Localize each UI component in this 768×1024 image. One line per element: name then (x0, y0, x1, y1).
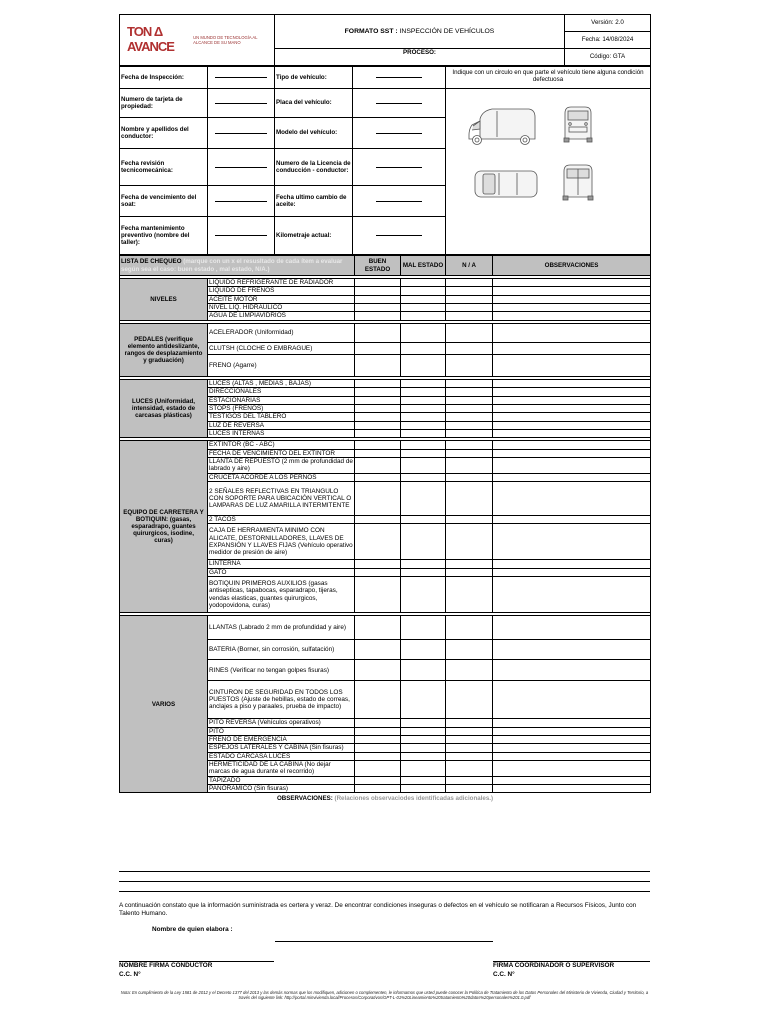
na-cell[interactable] (446, 413, 493, 421)
section-name: PEDALES (verifique elemento antideslizante, rangos de desplazamiento y graduación) (120, 323, 208, 376)
van-rear-view-icon (563, 165, 593, 200)
checklist-item: TAPIZADO (208, 776, 355, 784)
na-cell[interactable] (446, 473, 493, 481)
buen-estado-cell[interactable] (355, 458, 401, 474)
checklist (119, 255, 651, 803)
checklist-item: CRUCETA ACORDE A LOS PERNOS (208, 473, 355, 481)
observaciones-cell[interactable] (493, 379, 651, 387)
checklist-row (120, 616, 651, 640)
observaciones-cell[interactable] (493, 727, 651, 735)
checklist-item: CAJA DE HERRAMIENTA MINIMO CON ALICATE, DESTORNILLADORES, LLAVES DE EXPANSIÓN Y LLAVES FIJAS (Vehículo operativo medidor de presión de aire) (208, 524, 355, 560)
checklist-item: GATO (208, 568, 355, 576)
mal-estado-cell[interactable] (401, 429, 446, 437)
checklist-item: DIRECCIONALES (208, 388, 355, 396)
checklist-item: EXTINTOR (BC - ABC) (208, 441, 355, 449)
na-cell[interactable] (446, 396, 493, 404)
observaciones-cell[interactable] (493, 388, 651, 396)
info-label-left: Fecha revisión tecnicomecánica: (120, 149, 208, 186)
na-cell[interactable] (446, 727, 493, 735)
checklist-item: AGUA DE LIMPIAVIDRIOS (208, 312, 355, 320)
mal-estado-cell[interactable] (401, 524, 446, 560)
info-value-right[interactable] (353, 67, 446, 89)
checklist-item: BATERIA (Borner, sin corrosión, sulfatación) (208, 640, 355, 660)
info-value-left[interactable] (208, 118, 275, 149)
mal-estado-cell[interactable] (401, 776, 446, 784)
info-value-left[interactable] (208, 186, 275, 217)
mal-estado-cell[interactable] (401, 473, 446, 481)
form-header (119, 14, 651, 66)
elaborado-label: Nombre de quien elabora : (152, 926, 233, 933)
mal-estado-cell[interactable] (401, 388, 446, 396)
observaciones-cell[interactable] (493, 354, 651, 376)
observaciones-cell[interactable] (493, 785, 651, 793)
info-label-left: Fecha de vencimiento del soat: (120, 186, 208, 217)
checklist-item: RINES (Verificar no tengan golpes fisuras) (208, 660, 355, 681)
header-date: Fecha: 14/08/2024 (565, 32, 651, 49)
section-name: EQUIPO DE CARRETERA Y BOTIQUIN: (gasas, esparadrapo, guantes quirurgicos, isodine, curas) (120, 441, 208, 613)
observaciones-cell[interactable] (493, 287, 651, 295)
observaciones-cell[interactable] (493, 421, 651, 429)
buen-estado-cell[interactable] (355, 568, 401, 576)
mal-estado-cell[interactable] (401, 312, 446, 320)
info-label-right: Placa del vehículo: (275, 89, 353, 118)
version: Versión: 2.0 (565, 15, 651, 32)
info-value-right[interactable] (353, 186, 446, 217)
buen-estado-cell[interactable] (355, 404, 401, 412)
na-cell[interactable] (446, 441, 493, 449)
col-buen-estado: BUEN ESTADO (355, 256, 401, 276)
observaciones-label: OBSERVACIONES: (276, 794, 333, 802)
mal-estado-cell[interactable] (401, 354, 446, 376)
buen-estado-cell[interactable] (355, 354, 401, 376)
observaciones-cell[interactable] (493, 524, 651, 560)
buen-estado-cell[interactable] (355, 295, 401, 303)
mal-estado-cell[interactable] (401, 482, 446, 516)
obs-line-2[interactable] (119, 881, 650, 882)
info-value-right[interactable] (353, 217, 446, 255)
buen-estado-cell[interactable] (355, 735, 401, 743)
checklist-row (120, 279, 651, 287)
diagram-instruction: Indique con un circulo en que parte el vehículo tiene alguna condición defectuosa (446, 67, 651, 89)
buen-estado-cell[interactable] (355, 429, 401, 437)
info-value-left[interactable] (208, 149, 275, 186)
info-label-left: Numero de tarjeta de propiedad: (120, 89, 208, 118)
buen-estado-cell[interactable] (355, 524, 401, 560)
buen-estado-cell[interactable] (355, 719, 401, 727)
na-cell[interactable] (446, 681, 493, 719)
na-cell[interactable] (446, 429, 493, 437)
buen-estado-cell[interactable] (355, 640, 401, 660)
formato-value: INSPECCIÓN DE VEHÍCULOS (399, 27, 495, 35)
na-cell[interactable] (446, 449, 493, 457)
observaciones-hint: (Relaciones observaciodes identificadas adicionales.) (334, 794, 494, 802)
obs-line-1[interactable] (119, 871, 650, 872)
mal-estado-cell[interactable] (401, 404, 446, 412)
observaciones-cell[interactable] (493, 323, 651, 342)
info-value-right[interactable] (353, 89, 446, 118)
mal-estado-cell[interactable] (401, 379, 446, 387)
info-label-right: Kilometraje actual: (275, 217, 353, 255)
observaciones-cell[interactable] (493, 312, 651, 320)
elaborado-line[interactable] (275, 941, 493, 942)
buen-estado-cell[interactable] (355, 752, 401, 760)
mal-estado-cell[interactable] (401, 458, 446, 474)
observaciones-cell[interactable] (493, 473, 651, 481)
mal-estado-cell[interactable] (401, 735, 446, 743)
mal-estado-cell[interactable] (401, 760, 446, 776)
inspection-form (119, 14, 650, 803)
codigo: Código: GTA (565, 49, 651, 66)
na-cell[interactable] (446, 660, 493, 681)
na-cell[interactable] (446, 388, 493, 396)
observaciones-cell[interactable] (493, 560, 651, 568)
van-front-view-icon (564, 107, 592, 142)
na-cell[interactable] (446, 287, 493, 295)
na-cell[interactable] (446, 640, 493, 660)
na-cell[interactable] (446, 304, 493, 312)
firma-coordinador: FIRMA COORDINADOR O SUPERVISOR (493, 962, 615, 969)
info-value-left[interactable] (208, 89, 275, 118)
checklist-item: ESTACIONARIAS (208, 396, 355, 404)
info-label-left: Nombre y apellidos del conductor: (120, 118, 208, 149)
na-cell[interactable] (446, 568, 493, 576)
na-cell[interactable] (446, 735, 493, 743)
observaciones-cell[interactable] (493, 449, 651, 457)
na-cell[interactable] (446, 760, 493, 776)
firma-conductor: NOMBRE FIRMA CONDUCTOR (119, 962, 213, 969)
buen-estado-cell[interactable] (355, 323, 401, 342)
checklist-title-text: LISTA DE CHEQUEO (121, 258, 182, 266)
checklist-item: LLANTAS (Labrado 2 mm de profundidad y aire) (208, 616, 355, 640)
info-label-right: Tipo de vehículo: (275, 67, 353, 89)
cc-conductor: C.C. N° (119, 971, 141, 978)
buen-estado-cell[interactable] (355, 287, 401, 295)
observaciones-row (120, 793, 651, 803)
mal-estado-cell[interactable] (401, 413, 446, 421)
vehicle-diagram[interactable] (446, 89, 651, 255)
observaciones-cell[interactable] (493, 429, 651, 437)
checklist-item: HERMETICIDAD DE LA CABINA (No dejar marcas de agua durante el recorrido) (208, 760, 355, 776)
observaciones-cell[interactable] (493, 568, 651, 576)
buen-estado-cell[interactable] (355, 516, 401, 524)
na-cell[interactable] (446, 295, 493, 303)
observaciones-cell[interactable] (493, 404, 651, 412)
checklist-item: LIQUIDO REFRIGERANTE DE RADIADOR (208, 279, 355, 287)
buen-estado-cell[interactable] (355, 388, 401, 396)
checklist-item: ACEITE MOTOR (208, 295, 355, 303)
info-row (120, 89, 651, 118)
info-label-left: Fecha de Inspección: (120, 67, 208, 89)
checklist-item: FRENO (Agarre) (208, 354, 355, 376)
observaciones-cell[interactable] (493, 441, 651, 449)
section-name: VARIOS (120, 616, 208, 793)
info-value-left[interactable] (208, 217, 275, 255)
checklist-item: LIQUIDO DE FRENOS (208, 287, 355, 295)
section-name: NIVELES (120, 279, 208, 321)
observaciones-cell[interactable] (493, 279, 651, 287)
checklist-item: PITO REVERSA (Vehículos operativos) (208, 719, 355, 727)
van-side-view-icon (469, 109, 535, 145)
checklist-item: LUCES (ALTAS , MEDIAS , BAJAS) (208, 379, 355, 387)
buen-estado-cell[interactable] (355, 660, 401, 681)
checklist-item: LLANTA DE REPUESTO (2 mm de profundidad de labrado y aire) (209, 458, 353, 473)
info-row (120, 67, 651, 89)
mal-estado-cell[interactable] (401, 719, 446, 727)
vehicle-diagram-svg (447, 89, 650, 209)
checklist-row (120, 379, 651, 387)
section-name: LUCES (Uniformidad, intensidad, estado de carcasas plásticas) (120, 379, 208, 438)
buen-estado-cell[interactable] (355, 681, 401, 719)
mal-estado-cell[interactable] (401, 342, 446, 354)
mal-estado-cell[interactable] (401, 568, 446, 576)
checklist-item: ESTADO CARCASA LUCES (208, 752, 355, 760)
mal-estado-cell[interactable] (401, 449, 446, 457)
col-na: N / A (446, 256, 493, 276)
buen-estado-cell[interactable] (355, 413, 401, 421)
col-mal-estado: MAL ESTADO (401, 256, 446, 276)
obs-line-3[interactable] (119, 891, 650, 892)
na-cell[interactable] (446, 312, 493, 320)
observaciones-cell[interactable] (493, 752, 651, 760)
formato-label: FORMATO SST : (344, 27, 398, 35)
na-cell[interactable] (446, 577, 493, 613)
buen-estado-cell[interactable] (355, 482, 401, 516)
info-value-right[interactable] (353, 149, 446, 186)
buen-estado-cell[interactable] (355, 560, 401, 568)
buen-estado-cell[interactable] (355, 342, 401, 354)
buen-estado-cell[interactable] (355, 312, 401, 320)
checklist-item: LUCES INTERNAS (208, 429, 355, 437)
info-label-left: Fecha mantenimiento preventivo (nombre del taller): (120, 217, 208, 255)
mal-estado-cell[interactable] (401, 660, 446, 681)
observaciones-cell[interactable] (493, 516, 651, 524)
observaciones-cell[interactable] (493, 304, 651, 312)
vehicle-info (119, 66, 651, 255)
checklist-item: LINTERNA (208, 560, 355, 568)
logo-tagline: UN MUNDO DE TECNOLOGÍA AL ALCANCE DE SU MANO (193, 34, 258, 45)
na-cell[interactable] (446, 379, 493, 387)
na-cell[interactable] (446, 279, 493, 287)
cc-coordinador: C.C. N° (493, 971, 515, 978)
observaciones-cell[interactable] (493, 396, 651, 404)
info-label-right: Numero de la Licencia de conducción - conductor: (275, 149, 353, 186)
checklist-title (120, 256, 355, 276)
buen-estado-cell[interactable] (355, 744, 401, 752)
na-cell[interactable] (446, 719, 493, 727)
legal-note: Nota: En cumplimiento de la Ley 1581 de 2012 y el Decreto 1377 del 2013 y las demás normas que los modifiquen, adicionen o complementen, le informamos que usted puede conocer la Política de Tratamiento de los Datos Personales del Ministerio de Vivienda, Ciudad y Territorio, a través del siguiente link: http://portal.minvivienda.local/Procesos/Corporativos/GPT-L-01%20Lineamiento%20tratamiento%20datos%20personales%201.0.pdf (120, 990, 649, 1001)
mal-estado-cell[interactable] (401, 295, 446, 303)
checklist-item: PANORAMICO (Sin fisuras) (208, 785, 355, 793)
checklist-item: FRENO DE EMERGENCIA (208, 735, 355, 743)
form-title (275, 15, 565, 49)
mal-estado-cell[interactable] (401, 744, 446, 752)
mal-estado-cell[interactable] (401, 727, 446, 735)
buen-estado-cell[interactable] (355, 473, 401, 481)
buen-estado-cell[interactable] (355, 379, 401, 387)
checklist-item: BOTIQUIN PRIMEROS AUXILIOS (gasas antisepticas, tapabocas, esparadrapo, tijeras, vendas elasticas, guantes quirurgicos, yodopovidona, curas) (208, 577, 355, 613)
observaciones-cell[interactable] (493, 760, 651, 776)
observaciones-cell[interactable] (493, 744, 651, 752)
logo-mark: TON Δ AVANCE (127, 24, 174, 54)
checklist-item: LUZ DE REVERSA (208, 421, 355, 429)
observaciones-cell[interactable] (493, 681, 651, 719)
mal-estado-cell[interactable] (401, 752, 446, 760)
checklist-item: ESPEJOS LATERALES Y CABINA (Sin fisuras) (208, 744, 355, 752)
mal-estado-cell[interactable] (401, 785, 446, 793)
observaciones-cell[interactable] (493, 719, 651, 727)
checklist-item: 2 SEÑALES REFLECTIVAS EN TRIANGULO CON SOPORTE PARA UBICACIÓN VERTICAL O LAMPARAS DE LUZ AMARILLA INTERMITENTE (208, 482, 355, 516)
checklist-item: ACELERADOR (Uniformidad) (208, 323, 355, 342)
statement: A continuación constato que la información suministrada es certera y veraz. De encontrar condiciones inseguras o defectos en el vehículo se notificaran a Recursos Físicos, Junto con Talento Humano. (119, 902, 637, 918)
buen-estado-cell[interactable] (355, 776, 401, 784)
checklist-item: TESTIGOS DEL TABLERO (208, 413, 355, 421)
mal-estado-cell[interactable] (401, 304, 446, 312)
info-label-right: Fecha ultimo cambio de aceite: (275, 186, 353, 217)
na-cell[interactable] (446, 744, 493, 752)
buen-estado-cell[interactable] (355, 449, 401, 457)
na-cell[interactable] (446, 616, 493, 640)
na-cell[interactable] (446, 421, 493, 429)
buen-estado-cell[interactable] (355, 785, 401, 793)
mal-estado-cell[interactable] (401, 396, 446, 404)
mal-estado-cell[interactable] (401, 560, 446, 568)
checklist-item: STOPS (FRENOS) (208, 404, 355, 412)
checklist-item: FECHA DE VENCIMIENTO DEL EXTINTOR (208, 449, 355, 457)
na-cell[interactable] (446, 482, 493, 516)
na-cell[interactable] (446, 560, 493, 568)
mal-estado-cell[interactable] (401, 577, 446, 613)
na-cell[interactable] (446, 354, 493, 376)
observaciones-cell[interactable] (493, 413, 651, 421)
info-value-left[interactable] (208, 67, 275, 89)
observaciones-cell[interactable] (493, 458, 651, 474)
observaciones-cell[interactable] (493, 342, 651, 354)
observaciones-cell[interactable] (493, 640, 651, 660)
company-logo (120, 15, 275, 66)
buen-estado-cell[interactable] (355, 727, 401, 735)
na-cell[interactable] (446, 404, 493, 412)
mal-estado-cell[interactable] (401, 421, 446, 429)
buen-estado-cell[interactable] (355, 421, 401, 429)
info-value-right[interactable] (353, 118, 446, 149)
checklist-note: (marque con un x el resusltado de cada ítem a evaluar según sea el caso: buen estado , mal estado, N/A.) (121, 258, 343, 273)
observaciones-cell[interactable] (493, 295, 651, 303)
checklist-item: CINTURON DE SEGURIDAD EN TODOS LOS PUESTOS (Ajuste de hebillas, estado de correas, anclajes a piso y paraales, prueba de impacto) (208, 681, 355, 719)
col-observaciones: OBSERVACIONES (493, 256, 651, 276)
mal-estado-cell[interactable] (401, 640, 446, 660)
observaciones-cell[interactable] (493, 616, 651, 640)
mal-estado-cell[interactable] (401, 279, 446, 287)
checklist-item: 2 TACOS (208, 516, 355, 524)
buen-estado-cell[interactable] (355, 396, 401, 404)
na-cell[interactable] (446, 323, 493, 342)
buen-estado-cell[interactable] (355, 760, 401, 776)
mal-estado-cell[interactable] (401, 287, 446, 295)
checklist-item: NIVEL LIQ. HIDRAULICO (208, 304, 355, 312)
observaciones-cell[interactable] (493, 577, 651, 613)
checklist-row (120, 323, 651, 342)
info-label-right: Modelo del vehículo: (275, 118, 353, 149)
observaciones-cell[interactable] (493, 482, 651, 516)
na-cell[interactable] (446, 458, 493, 474)
na-cell[interactable] (446, 342, 493, 354)
na-cell[interactable] (446, 776, 493, 784)
mal-estado-cell[interactable] (401, 616, 446, 640)
buen-estado-cell[interactable] (355, 577, 401, 613)
na-cell[interactable] (446, 785, 493, 793)
na-cell[interactable] (446, 516, 493, 524)
checklist-item: CLUTSH (CLOCHE O EMBRAGUE) (208, 342, 355, 354)
na-cell[interactable] (446, 524, 493, 560)
observaciones-cell[interactable] (493, 660, 651, 681)
mal-estado-cell[interactable] (401, 681, 446, 719)
van-top-view-icon (475, 171, 537, 197)
checklist-row (120, 441, 651, 449)
checklist-item: PITO (208, 727, 355, 735)
observaciones-lines[interactable] (119, 871, 650, 901)
observaciones-cell[interactable] (493, 735, 651, 743)
buen-estado-cell[interactable] (355, 616, 401, 640)
buen-estado-cell[interactable] (355, 279, 401, 287)
mal-estado-cell[interactable] (401, 323, 446, 342)
mal-estado-cell[interactable] (401, 441, 446, 449)
na-cell[interactable] (446, 752, 493, 760)
buen-estado-cell[interactable] (355, 441, 401, 449)
buen-estado-cell[interactable] (355, 304, 401, 312)
proceso-label: PROCESO: (275, 49, 565, 66)
observaciones-cell[interactable] (493, 776, 651, 784)
mal-estado-cell[interactable] (401, 516, 446, 524)
